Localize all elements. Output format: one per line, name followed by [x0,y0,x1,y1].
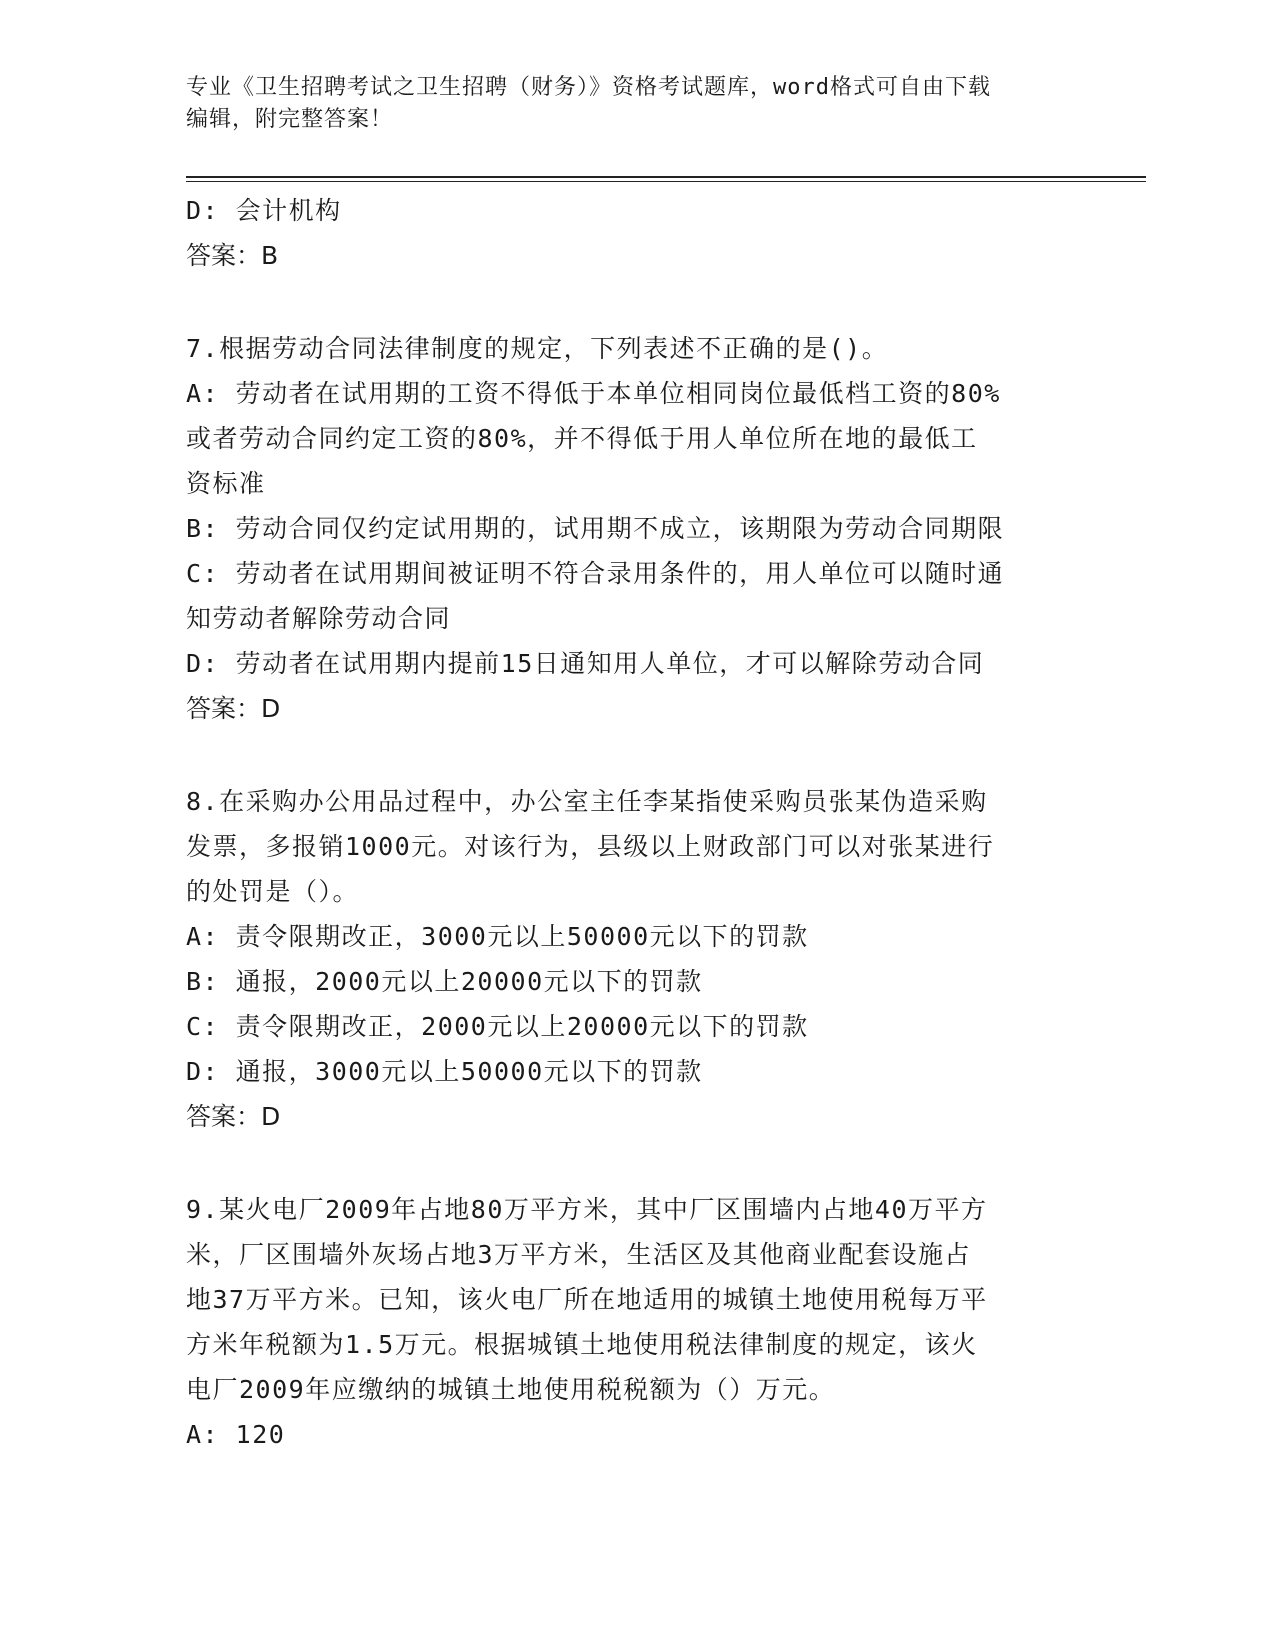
answer: 答案：D [186,1102,281,1131]
question-stem-cont: 发票，多报销1000元。对该行为，县级以上财政部门可以对张某进行 [186,832,995,861]
question-stem-cont: 方米年税额为1.5万元。根据城镇土地使用税法律制度的规定，该火 [186,1330,978,1359]
option-d: D: 劳动者在试用期内提前15日通知用人单位，才可以解除劳动合同 [186,649,985,678]
option-d: D: 通报，3000元以上50000元以下的罚款 [186,1057,703,1086]
question-stem: 9.某火电厂2009年占地80万平方米，其中厂区围墙内占地40万平方 [186,1195,988,1224]
option-c: C: 责令限期改正，2000元以上20000元以下的罚款 [186,1012,809,1041]
question-stem: 7.根据劳动合同法律制度的规定，下列表述不正确的是()。 [186,334,889,363]
option-b: B: 劳动合同仅约定试用期的，试用期不成立，该期限为劳动合同期限 [186,514,1005,543]
question-7 [186,326,1086,731]
question-stem: 8.在采购办公用品过程中，办公室主任李某指使采购员张某伪造采购 [186,787,988,816]
answer: 答案：D [186,694,281,723]
prev-option-d: D: 会计机构 [186,196,342,225]
header-divider-thick [186,176,1146,178]
option-a: A: 120 [186,1420,286,1449]
spacer [186,1139,1086,1187]
question-stem-cont: 米，厂区围墙外灰场占地3万平方米，生活区及其他商业配套设施占 [186,1240,972,1269]
option-a: A: 责令限期改正，3000元以上50000元以下的罚款 [186,922,809,951]
option-c-cont: 知劳动者解除劳动合同 [186,604,452,633]
question-8 [186,779,1086,1139]
header-line-2: 编辑，附完整答案！ [186,107,394,132]
option-b: B: 通报，2000元以上20000元以下的罚款 [186,967,703,996]
document-header [186,72,1066,136]
header-divider-thin [186,181,1146,182]
question-list [186,188,1086,1457]
question-stem-cont: 电厂2009年应缴纳的城镇土地使用税税额为（）万元。 [186,1375,836,1404]
option-c: C: 劳动者在试用期间被证明不符合录用条件的，用人单位可以随时通 [186,559,1005,588]
spacer [186,731,1086,779]
header-line-1: 专业《卫生招聘考试之卫生招聘（财务）》资格考试题库，word格式可自由下载 [186,75,991,100]
option-a-cont: 资标准 [186,469,266,498]
question-stem-cont: 地37万平方米。已知，该火电厂所在地适用的城镇土地使用税每万平 [186,1285,988,1314]
prev-answer: 答案：B [186,241,279,270]
option-a: A: 劳动者在试用期的工资不得低于本单位相同岗位最低档工资的80% [186,379,1001,408]
question-9 [186,1187,1086,1457]
question-stem-cont: 的处罚是（）。 [186,877,360,906]
spacer [186,278,1086,326]
option-a-cont: 或者劳动合同约定工资的80%，并不得低于用人单位所在地的最低工 [186,424,978,453]
